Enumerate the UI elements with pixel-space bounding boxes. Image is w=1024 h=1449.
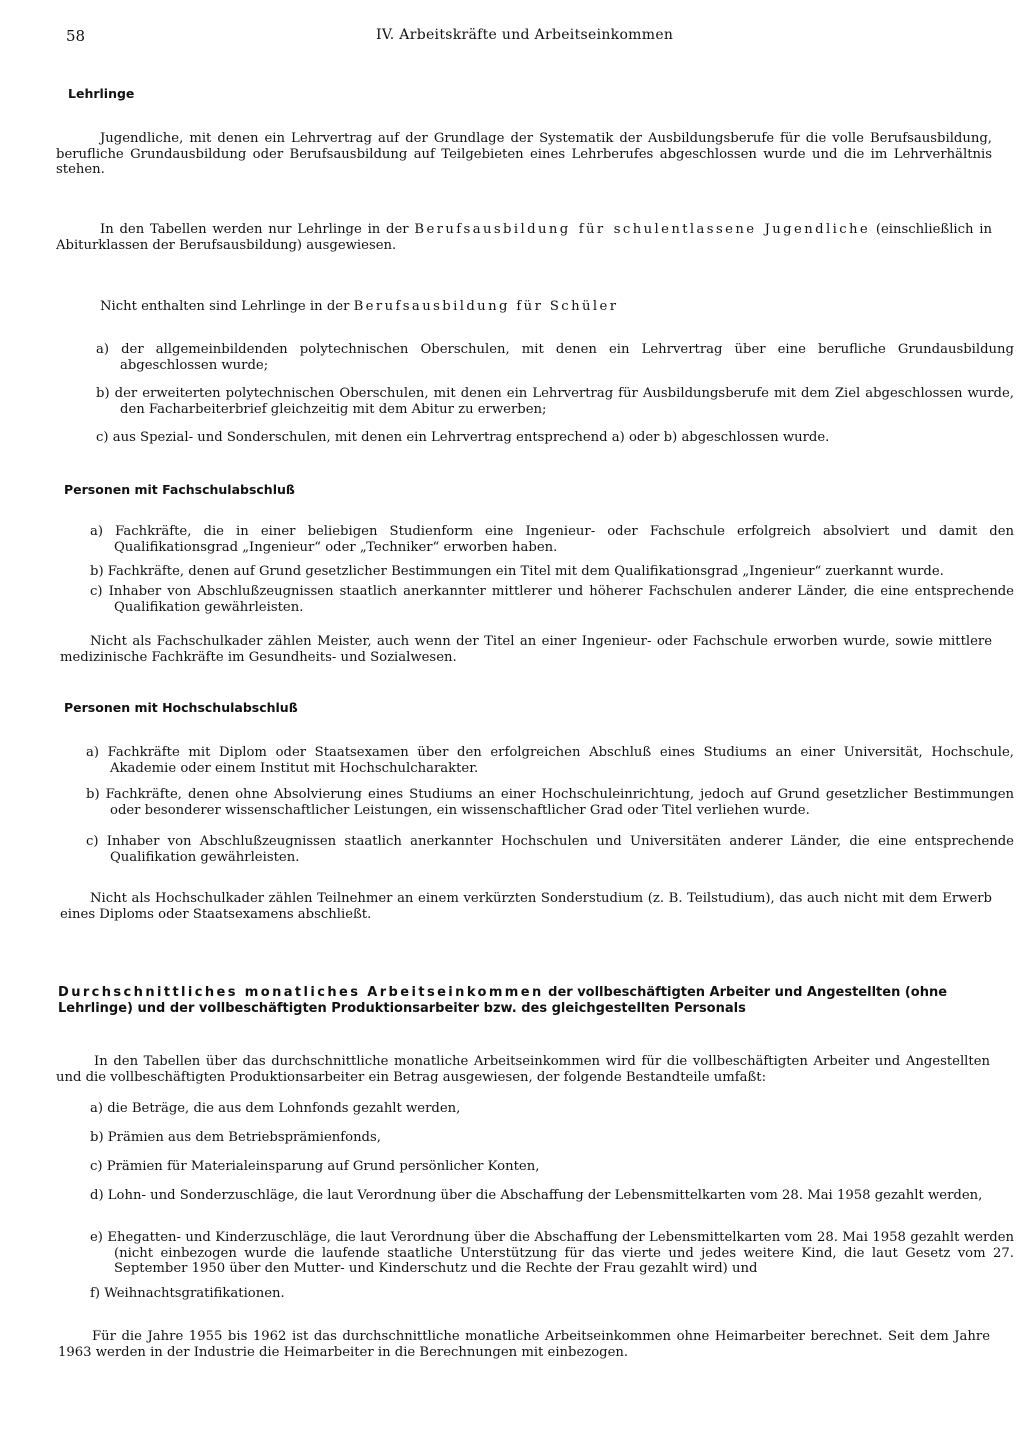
list-item: a) Fachkräfte, die in einer beliebigen Studienform eine Ingenieur- oder Fachschule erfolgreich absolviert und damit den Qualifikationsgrad „Ingenieur“ oder „Techniker“ erworben haben. — [90, 524, 1014, 555]
list-item: c) Inhaber von Abschlußzeugnissen staatlich anerkannter mittlerer und höherer Fachschulen anderer Länder, die eine entsprechende Qualifikation gewährleisten. — [90, 584, 1014, 615]
list-item: c) Inhaber von Abschlußzeugnissen staatlich anerkannter Hochschulen und Universitäten anderer Länder, die eine entsprechende Qualifikation gewährleisten. — [86, 834, 1014, 865]
hochschule-note: Nicht als Hochschulkader zählen Teilnehmer an einem verkürzten Sonderstudium (z. B. Teilstudium), das auch nicht mit dem Erwerb eines Diploms oder Staatsexamens abschließt. — [60, 891, 992, 922]
list-item: b) der erweiterten polytechnischen Oberschulen, mit denen ein Lehrvertrag für Ausbildungsberufe mit dem Ziel abgeschlossen wurde, den Facharbeiterbrief gleichzeitig mit dem Abitur zu erwerben; — [96, 386, 1014, 417]
tables-note-part-b: (einschließlich in Abiturklassen der Berufsausbildung) ausgewiesen. — [56, 222, 992, 253]
lehrlinge-excluded — [100, 299, 980, 315]
list-item: e) Ehegatten- und Kinderzuschläge, die laut Verordnung über die Abschaffung der Lebensmittelkarten vom 28. Mai 1958 gezahlt werden (nicht einbezogen wurde die laufende staatliche Unterstützung für das vierte und jedes weitere Kind, die laut Gesetz vom 27. September 1950 über den Mutter- und Kinderschutz und die Rechte der Frau gezahlt wird) und — [90, 1230, 1014, 1276]
heading-rest: der vollbeschäftigten Arbeiter und Angestellten (ohne Lehrlinge) und der vollbeschäftigten Produktionsarbeiter bzw. des gleichgestellten Personals — [58, 985, 948, 1016]
einkommen-closing: Für die Jahre 1955 bis 1962 ist das durchschnittliche monatliche Arbeitseinkommen ohne Heimarbeiter berechnet. Seit dem Jahre 1963 werden in der Industrie die Heimarbeiter in die Berechnungen mit einbezogen. — [58, 1329, 990, 1360]
excluded-spaced: Berufsausbildung für Schüler — [353, 299, 619, 314]
lehrlinge-tables-note — [56, 222, 992, 253]
list-item: c) aus Spezial- und Sonderschulen, mit denen ein Lehrvertrag entsprechend a) oder b) abgeschlossen wurde. — [96, 430, 830, 445]
section-heading-hochschule: Personen mit Hochschulabschluß — [64, 700, 298, 715]
list-item: b) Fachkräfte, denen ohne Absolvierung eines Studiums an einer Hochschuleinrichtung, jedoch auf Grund gesetzlicher Bestimmungen oder besonderer wissenschaftlicher Leistungen, ein wissenschaftlicher Grad oder Titel verliehen wurde. — [86, 787, 1014, 818]
page-number: 58 — [66, 27, 86, 45]
einkommen-intro: In den Tabellen über das durchschnittliche monatliche Arbeitseinkommen wird für die vollbeschäftigten Arbeiter und Angestellten und die vollbeschäftigten Produktionsarbeiter ein Betrag ausgewiesen, der folgende Bestandteile umfaßt: — [56, 1054, 990, 1085]
list-item: f) Weihnachtsgratifikationen. — [90, 1286, 285, 1301]
list-item: a) die Beträge, die aus dem Lohnfonds gezahlt werden, — [90, 1101, 461, 1116]
list-item: d) Lohn- und Sonderzuschläge, die laut Verordnung über die Abschaffung der Lebensmittelkarten vom 28. Mai 1958 gezahlt werden, — [90, 1188, 983, 1203]
excluded-part-a: Nicht enthalten sind Lehrlinge in der — [100, 299, 350, 314]
list-item: b) Fachkräfte, denen auf Grund gesetzlicher Bestimmungen ein Titel mit dem Qualifikationsgrad „Ingenieur“ zuerkannt wurde. — [90, 564, 944, 579]
list-item: c) Prämien für Materialeinsparung auf Grund persönlicher Konten, — [90, 1159, 540, 1174]
section-heading-einkommen — [58, 985, 988, 1017]
list-item: a) der allgemeinbildenden polytechnischen Oberschulen, mit denen ein Lehrvertrag über eine berufliche Grundausbildung abgeschlossen wurde; — [96, 342, 1014, 373]
list-item: a) Fachkräfte mit Diplom oder Staatsexamen über den erfolgreichen Abschluß eines Studiums an einer Universität, Hochschule, Akademie oder einem Institut mit Hochschulcharakter. — [86, 745, 1014, 776]
section-heading-lehrlinge: Lehrlinge — [68, 86, 135, 101]
lehrlinge-definition: Jugendliche, mit denen ein Lehrvertrag auf der Grundlage der Systematik der Ausbildungsberufe für die volle Berufsausbildung, berufliche Grundausbildung oder Berufsausbildung auf Teilgebieten eines Lehrberufes abgeschlossen wurde und die im Lehrverhältnis stehen. — [56, 131, 992, 177]
section-heading-fachschule: Personen mit Fachschulabschluß — [64, 482, 295, 497]
chapter-title: IV. Arbeitskräfte und Arbeitseinkommen — [376, 27, 674, 43]
tables-note-spaced: Berufsausbildung für schulentlassene Jugendliche — [414, 222, 871, 237]
list-item: b) Prämien aus dem Betriebsprämienfonds, — [90, 1130, 381, 1145]
fachschule-note: Nicht als Fachschulkader zählen Meister, auch wenn der Titel an einer Ingenieur- oder Fachschule erworben wurde, sowie mittlere medizinische Fachkräfte im Gesundheits- und Sozialwesen. — [60, 634, 992, 665]
tables-note-part-a: In den Tabellen werden nur Lehrlinge in der — [100, 222, 409, 237]
heading-spaced: Durchschnittliches monatliches Arbeitseinkommen — [58, 985, 544, 1000]
